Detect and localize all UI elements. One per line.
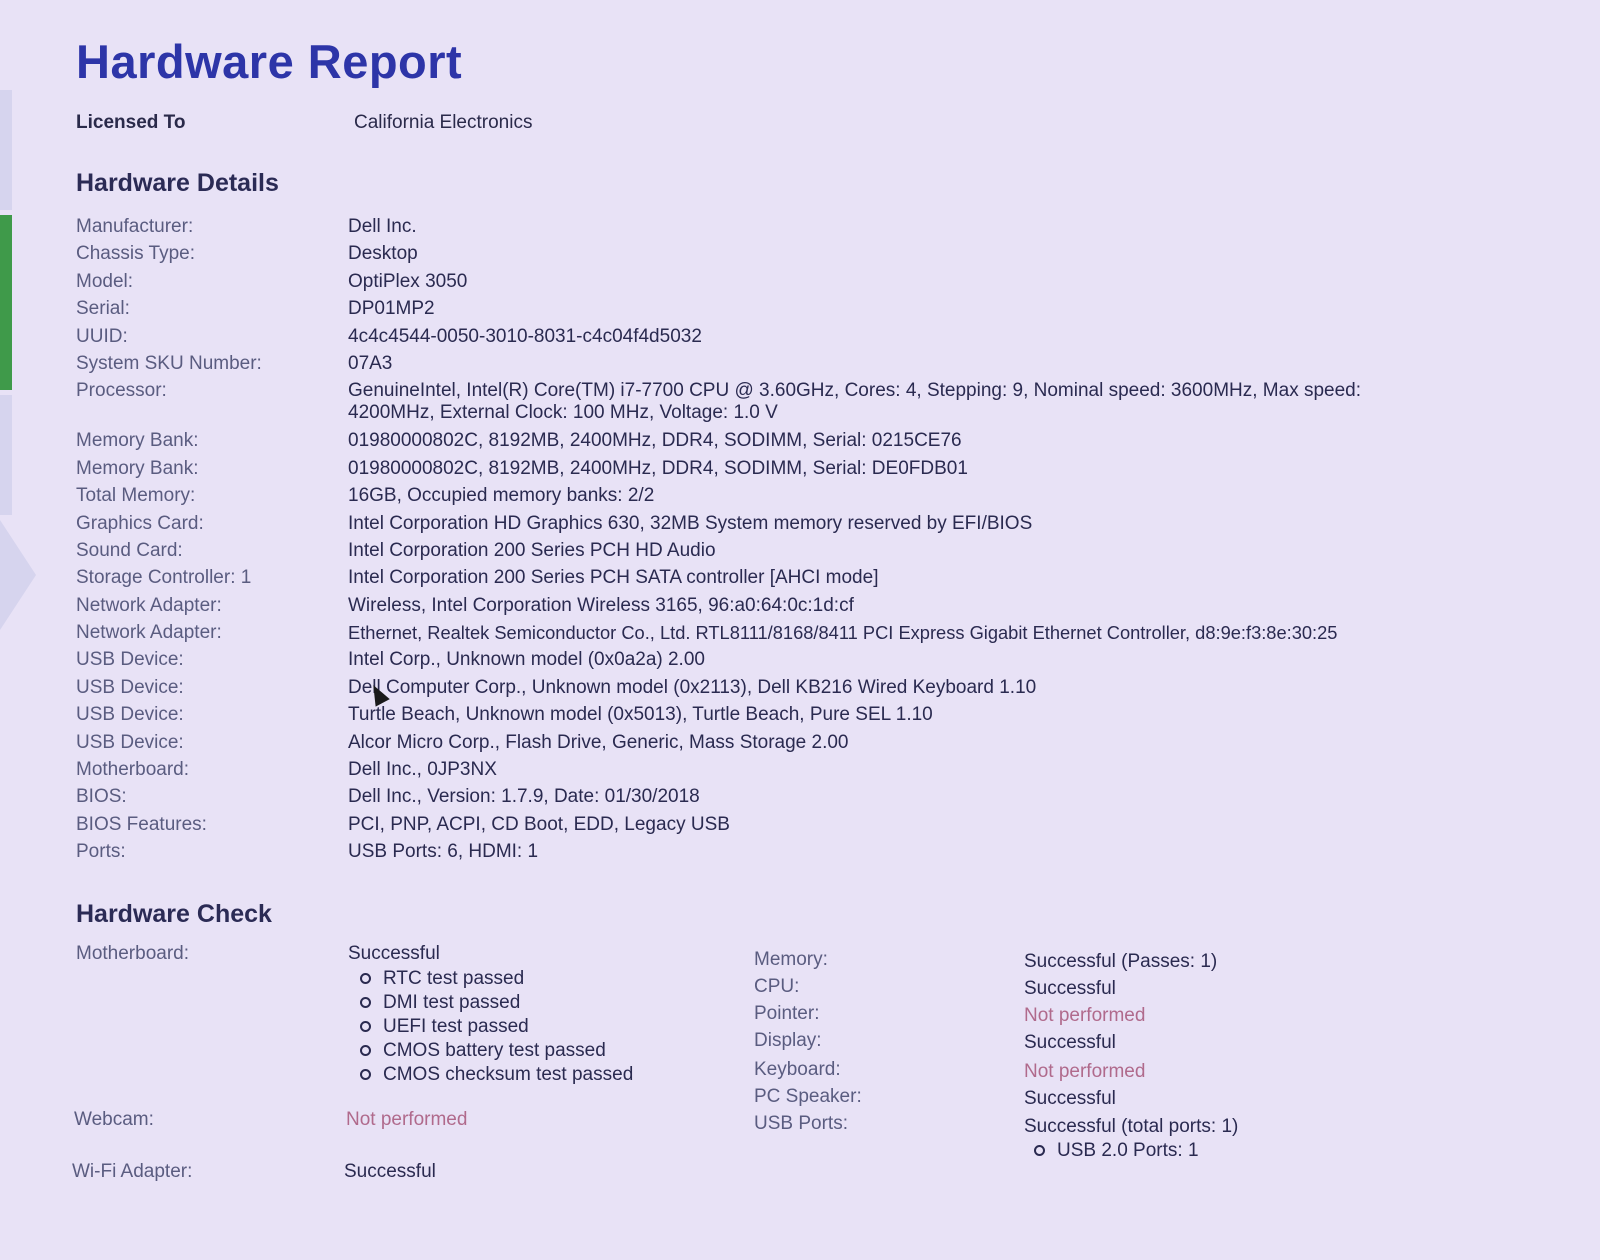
hardware-report-page xyxy=(72,30,1566,1193)
detail-label: BIOS Features: xyxy=(76,813,207,835)
check-value-speaker: Successful xyxy=(1024,1087,1116,1109)
list-item xyxy=(360,967,633,991)
detail-label: UUID: xyxy=(76,325,128,347)
detail-value: 01980000802C, 8192MB, 2400MHz, DDR4, SODIMM, Serial: DE0FDB01 xyxy=(348,457,968,479)
check-label-usb-ports: USB Ports: xyxy=(754,1112,848,1134)
detail-row-usb-device xyxy=(76,730,1566,757)
detail-row-memory-bank xyxy=(76,456,1566,483)
detail-row-processor xyxy=(76,378,1566,428)
detail-value: OptiPlex 3050 xyxy=(348,270,468,292)
check-grid xyxy=(72,942,1566,1193)
detail-value: Turtle Beach, Unknown model (0x5013), Turtle Beach, Pure SEL 1.10 xyxy=(348,704,933,726)
detail-label: Network Adapter: xyxy=(76,594,222,616)
check-value-cpu: Successful xyxy=(1024,977,1116,999)
hardware-check-section xyxy=(72,897,1566,1193)
detail-row-graphics xyxy=(76,511,1566,538)
detail-label: Graphics Card: xyxy=(76,512,204,534)
detail-value: USB Ports: 6, HDMI: 1 xyxy=(348,841,539,863)
hardware-details-section xyxy=(76,166,1566,867)
page-title: Hardware Report xyxy=(76,35,463,88)
detail-row-serial xyxy=(76,296,1566,323)
check-label-webcam: Webcam: xyxy=(74,1108,154,1130)
test-result: DMI test passed xyxy=(383,991,521,1013)
check-label-speaker: PC Speaker: xyxy=(754,1085,862,1107)
detail-label: USB Device: xyxy=(76,649,184,671)
detail-label: USB Device: xyxy=(76,704,184,726)
detail-row-network-ethernet xyxy=(76,620,1566,647)
detail-value: Dell Inc. xyxy=(348,216,417,237)
detail-row-usb-device xyxy=(76,675,1566,702)
test-result: RTC test passed xyxy=(383,967,525,989)
check-value-memory: Successful (Passes: 1) xyxy=(1024,950,1218,972)
usb-ports-sub-list xyxy=(1034,1139,1199,1163)
detail-value: PCI, PNP, ACPI, CD Boot, EDD, Legacy USB xyxy=(348,813,730,835)
detail-value: 01980000802C, 8192MB, 2400MHz, DDR4, SODIMM, Serial: 0215CE76 xyxy=(348,430,962,452)
detail-value: 07A3 xyxy=(348,352,393,374)
detail-row-model xyxy=(76,269,1566,296)
detail-value: Intel Corporation 200 Series PCH SATA controller [AHCI mode] xyxy=(348,567,879,589)
check-label-motherboard: Motherboard: xyxy=(76,942,190,964)
bullet-icon xyxy=(360,1021,371,1032)
detail-value: Intel Corporation HD Graphics 630, 32MB System memory reserved by EFI/BIOS xyxy=(348,512,1033,534)
bullet-icon xyxy=(360,973,371,984)
detail-label: Memory Bank: xyxy=(76,457,199,479)
detail-label: Storage Controller: 1 xyxy=(76,567,252,589)
section-title-check: Hardware Check xyxy=(76,899,272,928)
detail-label: Memory Bank: xyxy=(76,430,199,452)
check-label-pointer: Pointer: xyxy=(754,1002,820,1024)
detail-row-motherboard xyxy=(76,757,1566,784)
detail-label: USB Device: xyxy=(76,731,184,753)
detail-label: Model: xyxy=(76,270,134,292)
list-item xyxy=(360,1039,633,1063)
list-item xyxy=(360,1063,633,1087)
test-result: UEFI test passed xyxy=(383,1015,529,1037)
detail-label: Total Memory: xyxy=(76,485,196,507)
detail-value: Wireless, Intel Corporation Wireless 3165, 96:a0:64:0c:1d:cf xyxy=(348,594,854,616)
usb-sub-result: USB 2.0 Ports: 1 xyxy=(1057,1139,1199,1161)
detail-value: Dell Inc., 0JP3NX xyxy=(348,759,497,781)
window-edge-strip xyxy=(0,395,12,515)
detail-row-storage xyxy=(76,565,1566,592)
detail-label: Chassis Type: xyxy=(76,243,195,265)
licensed-to-value: California Electronics xyxy=(354,112,533,133)
detail-row-ports xyxy=(76,839,1566,866)
motherboard-test-list xyxy=(360,967,633,1087)
detail-label: Manufacturer: xyxy=(76,216,194,237)
detail-value: 4c4c4544-0050-3010-8031-c4c04f4d5032 xyxy=(348,325,702,347)
check-value-pointer: Not performed xyxy=(1024,1004,1146,1026)
detail-label: Processor: xyxy=(76,380,167,402)
check-value-display: Successful xyxy=(1024,1031,1116,1053)
list-item xyxy=(360,1015,633,1039)
detail-row-memory-bank xyxy=(76,428,1566,455)
detail-label: System SKU Number: xyxy=(76,352,262,374)
check-value-keyboard: Not performed xyxy=(1024,1060,1146,1082)
check-label-display: Display: xyxy=(754,1029,822,1051)
detail-value: DP01MP2 xyxy=(348,298,435,320)
check-value-wifi: Successful xyxy=(344,1160,436,1182)
detail-row-chassis xyxy=(76,241,1566,268)
side-arrow-icon xyxy=(0,520,36,630)
licensed-to-label: Licensed To xyxy=(76,112,186,133)
detail-value: Desktop xyxy=(348,243,418,265)
detail-row-usb-device xyxy=(76,702,1566,729)
check-label-keyboard: Keyboard: xyxy=(754,1058,841,1080)
detail-row-network-wireless xyxy=(76,593,1566,620)
list-item xyxy=(360,991,633,1015)
detail-row-bios xyxy=(76,784,1566,811)
check-label-wifi: Wi-Fi Adapter: xyxy=(72,1160,193,1182)
bullet-icon xyxy=(1034,1145,1045,1156)
detail-value: Ethernet, Realtek Semiconductor Co., Ltd. RTL8111/8168/8411 PCI Express Gigabit Ethernet Controller, d8:9e:f3:8e:30:25 xyxy=(348,622,1338,644)
detail-label: BIOS: xyxy=(76,786,127,808)
detail-label: Serial: xyxy=(76,298,130,320)
detail-row-manufacturer xyxy=(76,214,1566,241)
test-result: CMOS battery test passed xyxy=(383,1039,606,1061)
check-label-memory: Memory: xyxy=(754,948,828,970)
section-title-details: Hardware Details xyxy=(76,169,279,197)
bullet-icon xyxy=(360,1069,371,1080)
test-result: CMOS checksum test passed xyxy=(383,1063,634,1085)
detail-label: Ports: xyxy=(76,841,126,863)
detail-row-bios-features xyxy=(76,812,1566,839)
list-item xyxy=(1034,1139,1199,1163)
detail-value: GenuineIntel, Intel(R) Core(TM) i7-7700 CPU @ 3.60GHz, Cores: 4, Stepping: 9, Nominal speed: 3600MHz, Max speed: 4200MHz, External Clock: 100 MHz, Voltage: 1.0 V xyxy=(348,380,1362,424)
window-edge-accent xyxy=(0,215,12,390)
check-label-cpu: CPU: xyxy=(754,975,800,997)
detail-row-uuid xyxy=(76,324,1566,351)
detail-row-usb-device xyxy=(76,647,1566,674)
detail-label: Sound Card: xyxy=(76,539,183,561)
check-value-usb-ports: Successful (total ports: 1) xyxy=(1024,1115,1239,1137)
detail-row-sound xyxy=(76,538,1566,565)
bullet-icon xyxy=(360,997,371,1008)
detail-value: Intel Corp., Unknown model (0x0a2a) 2.00 xyxy=(348,649,705,671)
detail-label: Motherboard: xyxy=(76,759,190,781)
bullet-icon xyxy=(360,1045,371,1056)
detail-value: Dell Computer Corp., Unknown model (0x2113), Dell KB216 Wired Keyboard 1.10 xyxy=(348,676,1037,698)
detail-value: Dell Inc., Version: 1.7.9, Date: 01/30/2018 xyxy=(348,786,700,808)
detail-value: Intel Corporation 200 Series PCH HD Audio xyxy=(348,539,716,561)
check-value-motherboard: Successful xyxy=(348,942,440,964)
detail-label: Network Adapter: xyxy=(76,622,222,644)
licensed-to-row xyxy=(76,108,1566,138)
detail-value: Alcor Micro Corp., Flash Drive, Generic, Mass Storage 2.00 xyxy=(348,731,849,753)
window-edge-strip xyxy=(0,90,12,210)
detail-value: 16GB, Occupied memory banks: 2/2 xyxy=(348,485,655,507)
detail-row-sku xyxy=(76,351,1566,378)
details-list xyxy=(76,214,1566,867)
check-value-webcam: Not performed xyxy=(346,1108,468,1130)
detail-row-total-memory xyxy=(76,483,1566,510)
detail-label: USB Device: xyxy=(76,676,184,698)
